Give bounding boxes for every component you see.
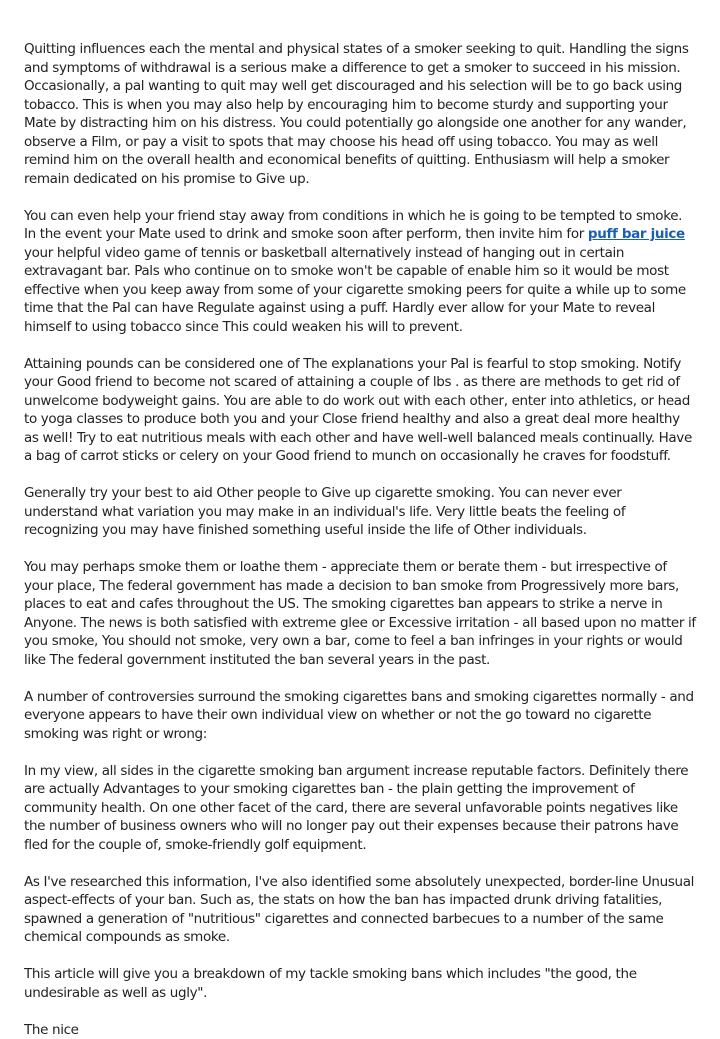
paragraph-avoid-conditions	[24, 207, 696, 337]
paragraph-ban: You may perhaps smoke them or loathe them - appreciate them or berate them - but irrespective of your place, The federal government has made a decision to ban smoke from Progressively more bars, places to eat and cafes throughout the US. The smoking cigarettes ban appears to strike a nerve in Anyone. The news is both satisfied with extreme glee or Excessive irritation - all based upon no matter if you smoke, You should not smoke, very own a bar, come to feel a ban infringes in your rights or would like The federal government instituted the ban several years in the past.	[24, 558, 696, 669]
paragraph-text-after-link: your helpful video game of tennis or basketball alternatively instead of hanging out in certain extravagant bar. Pals who continue on to smoke won't be capable of enable him so it would be most effective when you keep away from some of your cigarette smoking peers for quite a while up to some time that the Pal can have Regulate against using a puff. Hardly ever allow for your Mate to reveal himself to using tobacco since This could weaken his will to prevent.	[24, 245, 686, 335]
paragraph-breakdown: This article will give you a breakdown of my tackle smoking bans which includes "the good, the undesirable as well as ugly".	[24, 965, 696, 1002]
paragraph-quitting: Quitting influences each the mental and physical states of a smoker seeking to quit. Handling the signs and symptoms of withdrawal is a serious make a difference to get a smoker to succeed in his mission. Occasionally, a pal wanting to quit may well get discouraged and his selection will be to go back using tobacco. This is when you may also help by encouraging him to become sturdy and supporting your Mate by distracting him on his distress. You could potentially go alongside one another for any wander, observe a Film, or pay a visit to spots that may choose his head off using tobacco. You may as well remind him on the overall health and economical benefits of quitting. Enthusiasm will help a smoker remain dedicated on his promise to Give up.	[24, 40, 696, 188]
paragraph-research: As I've researched this information, I've also identified some absolutely unexpected, border-line Unusual aspect-effects of your ban. Such as, the stats on how the ban has impacted drunk driving fatalities, spawned a generation of "nutritious" cigarettes and connected barbecues to a number of the same chemical compounds as smoke.	[24, 873, 696, 947]
puff-bar-juice-link[interactable]: puff bar juice	[588, 226, 685, 242]
paragraph-the-nice: The nice	[24, 1021, 696, 1039]
paragraph-help-others: Generally try your best to aid Other people to Give up cigarette smoking. You can never ever understand what variation you may make in an individual's life. Very little beats the feeling of recognizing you may have finished something useful inside the life of Other individuals.	[24, 484, 696, 540]
paragraph-weight: Attaining pounds can be considered one of The explanations your Pal is fearful to stop smoking. Notify your Good friend to become not scared of attaining a couple of lbs . as there are methods to get rid of unwelcome bodyweight gains. You are able to do work out with each other, enter into athletics, or head to yoga classes to produce both you and your Close friend healthy and also a great deal more healthy as well! Try to eat nutritious meals with each other and have well-well balanced meals continually. Have a bag of carrot sticks or celery on your Good friend to munch on occasionally he craves for foodstuff.	[24, 355, 696, 466]
paragraph-controversies: A number of controversies surround the smoking cigarettes bans and smoking cigarettes normally - and everyone appears to have their own individual view on whether or not the go toward no cigarette smoking was right or wrong:	[24, 688, 696, 744]
paragraph-view: In my view, all sides in the cigarette smoking ban argument increase reputable factors. Definitely there are actually Advantages to your smoking cigarettes ban - the plain getting the improvement of community health. On one other facet of the card, there are several unfavorable points negatives like the number of business owners who will no longer pay out their expenses because their patrons have fled for the couple of, smoke-friendly golf equipment.	[24, 762, 696, 855]
paragraph-text-before-link: You can even help your friend stay away from conditions in which he is going to be tempted to smoke. In the event your Mate used to drink and smoke soon after perform, then invite him for	[24, 208, 682, 243]
